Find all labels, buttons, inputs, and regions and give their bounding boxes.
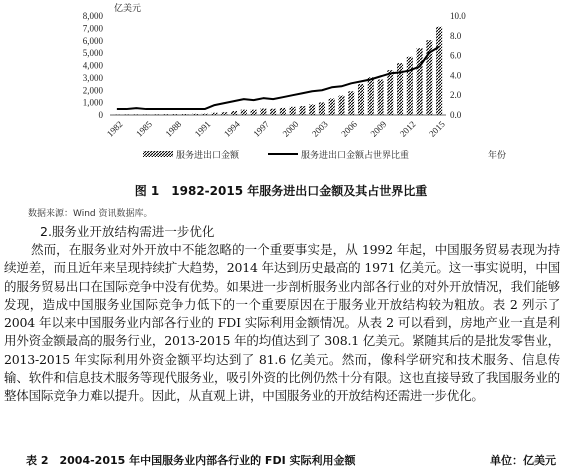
y-right-tick-label: 8.0 <box>450 30 462 41</box>
y-left-tick-label: 2,000 <box>82 85 103 96</box>
bar-service-trade-value <box>319 102 325 115</box>
x-tick-label: 1994 <box>222 118 242 139</box>
bar-service-trade-value <box>221 112 227 115</box>
bar-service-trade-value <box>329 98 335 115</box>
bar-service-trade-value <box>417 48 423 115</box>
y-left-unit: 亿美元 <box>114 4 142 14</box>
table-unit: 单位：亿美元 <box>490 454 556 467</box>
bar-service-trade-value <box>387 70 393 115</box>
y-right-tick-label: 0.0 <box>450 110 462 120</box>
bar-service-trade-value <box>309 104 315 115</box>
figure-source: 数据来源：Wind 资讯数据库。 <box>28 209 153 219</box>
bar-service-trade-value <box>260 109 266 115</box>
x-tick-label: 2000 <box>280 118 301 139</box>
legend-bar-label: 服务进出口金额 <box>176 151 240 161</box>
section-heading: 2.服务业开放结构需进一步优化 <box>40 224 215 239</box>
bar-service-trade-value <box>407 57 413 115</box>
y-right-tick-label: 6.0 <box>450 50 462 61</box>
x-tick-label: 2015 <box>427 118 447 139</box>
x-tick-label: 2006 <box>339 118 360 139</box>
y-left-tick-label: 8,000 <box>82 11 103 21</box>
table-caption <box>26 452 556 468</box>
bar-service-trade-value <box>436 27 442 115</box>
x-tick-label: 1982 <box>104 118 125 139</box>
x-tick-label: 2009 <box>368 118 389 139</box>
x-tick-label: 1991 <box>192 118 213 139</box>
bar-service-trade-value <box>348 91 354 115</box>
y-left-tick-label: 1,000 <box>82 97 103 108</box>
y-right-tick-label: 4.0 <box>450 70 462 81</box>
bar-service-trade-value <box>368 77 374 115</box>
bar-service-trade-value <box>299 106 305 115</box>
x-unit: 年份 <box>488 151 507 161</box>
bar-service-trade-value <box>378 80 384 115</box>
figure-caption: 图 1 1982-2015 年服务进出口金额及其占世界比重 <box>134 184 428 198</box>
x-tick-label: 1988 <box>163 118 184 139</box>
x-tick-label: 1997 <box>251 118 272 139</box>
y-left-tick-label: 0 <box>98 110 103 120</box>
bar-service-trade-value <box>280 108 286 115</box>
bar-service-trade-value <box>270 109 276 115</box>
y-left-tick-label: 7,000 <box>82 23 103 34</box>
x-tick-label: 2012 <box>397 118 418 139</box>
chart-svg <box>0 0 562 180</box>
y-left-tick-label: 6,000 <box>82 35 103 46</box>
bar-service-trade-value <box>231 111 237 115</box>
y-right-tick-label: 10.0 <box>450 11 466 21</box>
body-paragraph: 然而，在服务业对外开放中不能忽略的一个重要事实是，从 1992 年起，中国服务贸易表现为持续逆差，而且近年来呈现持续扩大趋势，2014 年达到历史最高的 1971 亿美元。这一事实说明，中国的服务贸易出口在国际竞争中没有优势。如果进一步剖析服务业内部各行业的对外开放情况，我们能够发现，造成中国服务业国际竞争力低下的一个重要原因在于服务业开放结构较为粗放。表 2 列示了 2004 年以来中国服务业内部各行业的 FDI 实际利用金额情况。从表 2 可以看到，房地产业一直是利用外资金额最高的服务行业，2013-2015 年的均值达到了 308.1 亿美元。紧随其后的是批发零售业，2013-2015 年实际利用外资金额平均达到了 81.6 亿美元。然而，像科学研究和技术服务、信息传输、软件和信息技术服务等现代服务业，吸引外资的比例仍然十分有限。这也直接导致了我国服务业的整体国际竞争力难以提升。因此，从直观上讲，中国服务业的开放结构还需进一步优化。 <box>4 242 560 404</box>
y-right-tick-label: 2.0 <box>450 90 462 101</box>
bar-service-trade-value <box>241 110 247 115</box>
legend-bar-swatch <box>143 151 173 157</box>
y-left-tick-label: 3,000 <box>82 72 103 83</box>
x-tick-label: 2003 <box>309 118 330 139</box>
bar-service-trade-value <box>251 110 257 115</box>
bar-service-trade-value <box>290 107 296 115</box>
legend-line-label: 服务进出口金额占世界比重 <box>301 151 410 161</box>
bar-service-trade-value <box>397 63 403 115</box>
table-title: 表 2 2004-2015 年中国服务业内部各行业的 FDI 实际利用金额 <box>26 454 356 467</box>
bar-service-trade-value <box>358 84 364 115</box>
chart-area <box>0 0 562 180</box>
y-left-tick-label: 4,000 <box>82 60 103 71</box>
y-left-tick-label: 5,000 <box>82 48 103 59</box>
x-tick-label: 1985 <box>134 118 154 139</box>
bar-service-trade-value <box>338 96 344 115</box>
